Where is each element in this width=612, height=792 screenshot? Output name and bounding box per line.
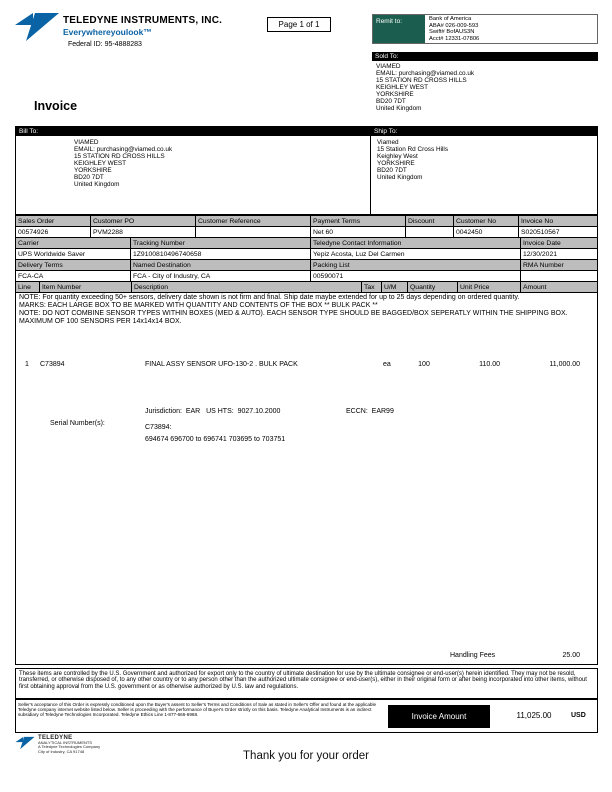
info-header-cell: Customer PO (91, 216, 196, 227)
line-items-header-cell: U/M (382, 282, 408, 293)
item-quantity: 100 (418, 361, 430, 368)
note-line: NOTE: For quantity exceeding 50+ sensors, delivery date shown is not firm and final. Ship date maybe extended for up to 25 days depending on ordered quantity. (19, 294, 520, 301)
line-items-header-cell: Description (132, 282, 362, 293)
federal-id: Federal ID: 95-4888283 (68, 41, 142, 48)
footer-brand-line: A Teledyne Technologies Company (38, 744, 101, 750)
info-row-3-header (16, 260, 598, 271)
info-header-cell: Named Destination (131, 260, 311, 271)
address-line: United Kingdom (376, 105, 422, 112)
export-control-notice: These items are controlled by the U.S. Government and authorized for export only to the country of ultimate destination for use by the ultimate consignee or end-user(s) herein identified. They may not be resold, transferred, or otherwise disposed of, to any other country or to any person other than the authorized ultimate consignee or end-user(s), either in their original form or after being incorporated into other items, without first obtaining approval from the U.S. government or as otherwise authorized by U.S. law and regulations. (15, 668, 598, 699)
info-header-cell: Invoice Date (521, 238, 598, 249)
address-line: VIAMED (74, 139, 99, 146)
info-header-cell: Discount (406, 216, 454, 227)
address-line: EMAIL: purchasing@viamed.co.uk (74, 146, 173, 153)
line-items-header-cell: Item Number (40, 282, 132, 293)
company-tagline: Everywhereyoulook™ (63, 27, 152, 37)
info-value-cell: UPS Worldwide Saver (16, 249, 131, 260)
item-line-no: 1 (25, 361, 29, 368)
bill-to-section (15, 126, 371, 215)
info-value-cell (521, 271, 598, 282)
address-line: 15 STATION RD CROSS HILLS (74, 153, 165, 160)
sold-to-address (376, 63, 474, 112)
footer-brand-line: City of Industry, CA 91748 (38, 748, 85, 754)
invoice-info-table (15, 215, 598, 293)
serial-numbers: 694674 696700 to 696741 703695 to 703751 (145, 436, 286, 443)
info-row-1-header (16, 216, 598, 227)
ship-to-address (371, 136, 597, 181)
currency-label: USD (571, 712, 586, 719)
bill-to-address (16, 136, 370, 188)
handling-fees-value: 25.00 (562, 652, 580, 659)
teledyne-logo-icon (14, 12, 60, 44)
serial-group: C73894: (145, 424, 172, 431)
address-line: United Kingdom (377, 174, 423, 181)
bank-line: Acct# 12331-07806 (429, 35, 480, 42)
bank-line: ABA# 026-009-593 (429, 22, 479, 29)
page-title: Invoice (34, 99, 78, 113)
info-value-cell: 00574926 (16, 227, 91, 238)
terms-and-total-row (15, 699, 598, 733)
info-value-cell: PVM2288 (91, 227, 196, 238)
line-items-header-cell: Quantity (408, 282, 458, 293)
handling-fees-label: Handling Fees (450, 652, 496, 659)
info-header-cell: Packing List (311, 260, 521, 271)
info-value-cell: Net 60 (311, 227, 406, 238)
info-row-3-values (16, 271, 598, 282)
info-value-cell: 0042450 (454, 227, 519, 238)
serial-numbers-label: Serial Number(s): (50, 420, 105, 427)
address-line: YORKSHIRE (376, 91, 414, 98)
footer-brand-sub: ANALYTICAL INSTRUMENTS (38, 739, 93, 745)
line-items-header-cell: Unit Price (458, 282, 521, 293)
bill-to-header: Bill To: (16, 127, 370, 136)
ship-to-header: Ship To: (371, 127, 597, 136)
item-unit-price: 110.00 (479, 361, 500, 368)
item-eccn: ECCN: EAR99 (346, 408, 394, 415)
order-notes (19, 294, 595, 326)
note-line: MARKS: EACH LARGE BOX TO BE MARKED WITH QUANTITY AND CONTENTS OF THE BOX ** BULK PACK ** (19, 302, 378, 309)
info-value-cell: 00590071 (311, 271, 521, 282)
info-row-2-header (16, 238, 598, 249)
item-jurisdiction: Jurisdiction: EAR US HTS: 9027.10.2000 (145, 408, 281, 415)
address-line: 15 STATION RD CROSS HILLS (376, 77, 467, 84)
remit-to-badge: Remit to: (373, 15, 425, 43)
address-line: BD20 7DT (376, 98, 406, 105)
line-items-header-cell: Tax (362, 282, 382, 293)
info-header-cell: Customer Reference (196, 216, 311, 227)
info-value-cell: FCA - City of Industry, CA (131, 271, 311, 282)
info-value-cell: FCA-CA (16, 271, 131, 282)
info-header-cell: Teledyne Contact Information (311, 238, 521, 249)
item-description: FINAL ASSY SENSOR UFO-130-2 . BULK PACK (145, 361, 298, 368)
sold-to-header: Sold To: (372, 52, 598, 61)
item-uom: ea (383, 361, 391, 368)
line-items-header-cell: Line (16, 282, 40, 293)
line-items-body (15, 292, 598, 665)
remit-section (372, 14, 598, 44)
note-line: NOTE: DO NOT COMBINE SENSOR TYPES WITHIN BOXES (MED & AUTO). EACH SENSOR TYPE SHOULD BE BAGGED/BOX SEPERATLY WITHIN THE SHIPPING BOX. MAXIMUM OF 100 SENSORS PER 14x14x14 BOX. (19, 310, 568, 325)
info-value-cell: Yepiz Acosta, Luz Del Carmen (311, 249, 521, 260)
item-number: C73894 (40, 361, 65, 368)
address-line: YORKSHIRE (74, 167, 112, 174)
item-amount: 11,000.00 (549, 361, 580, 368)
address-line: EMAIL: purchasing@viamed.co.uk (376, 70, 475, 77)
invoice-amount-box: Invoice Amount (388, 705, 490, 728)
company-name: TELEDYNE INSTRUMENTS, INC. (63, 15, 223, 26)
info-value-cell: 12/30/2021 (521, 249, 598, 260)
address-line: KEIGHLEY WEST (376, 84, 429, 91)
address-line: KEIGHLEY WEST (74, 160, 127, 167)
info-header-cell: Delivery Terms (16, 260, 131, 271)
bank-details (425, 15, 483, 43)
info-header-cell: RMA Number (521, 260, 598, 271)
info-value-cell (406, 227, 454, 238)
address-line: United Kingdom (74, 181, 120, 188)
address-line: Viamed (377, 139, 399, 146)
bank-line: Swift# BofAUS3N (429, 29, 475, 36)
footer-brand-name: TELEDYNE (38, 735, 73, 741)
address-line: 15 Station Rd Cross Hills (377, 146, 449, 153)
page-count-box: Page 1 of 1 (267, 17, 331, 32)
info-header-cell: Invoice No (519, 216, 598, 227)
ship-to-section (370, 126, 598, 215)
info-header-cell: Sales Order (16, 216, 91, 227)
address-line: YORKSHIRE (377, 160, 415, 167)
info-value-cell (196, 227, 311, 238)
address-line: VIAMED (376, 63, 401, 70)
address-line: BD20 7DT (74, 174, 104, 181)
info-header-cell: Customer No (454, 216, 519, 227)
info-row-2-values (16, 249, 598, 260)
line-items-header-cell: Amount (521, 282, 598, 293)
thank-you-message: Thank you for your order (243, 750, 369, 762)
invoice-amount-value: 11,025.00 (516, 711, 552, 720)
info-header-cell: Tracking Number (131, 238, 311, 249)
info-header-cell: Payment Terms (311, 216, 406, 227)
address-line: Keighley West (377, 153, 418, 160)
info-header-cell: Carrier (16, 238, 131, 249)
terms-notice: Seller's acceptance of this Order is expressly conditioned upon the Buyer's assent to Seller's Terms and Conditions of Sale as stated in Seller's Offer and found at the applicable Teledyne company internet website listed below. Seller is proceeding with the performance of Buyer's Order strictly on this basis. Teledyne Analytical Instruments is an indirect subsidiary of Teledyne Technologies Incorporated. Teledyne Ethics Line 1-877-666-6968. (18, 702, 377, 718)
bank-line: Bank of America (429, 16, 472, 22)
info-row-1-values (16, 227, 598, 238)
address-line: BD20 7DT (377, 167, 407, 174)
info-value-cell: S020510567 (519, 227, 598, 238)
info-value-cell: 1Z9100810496740658 (131, 249, 311, 260)
